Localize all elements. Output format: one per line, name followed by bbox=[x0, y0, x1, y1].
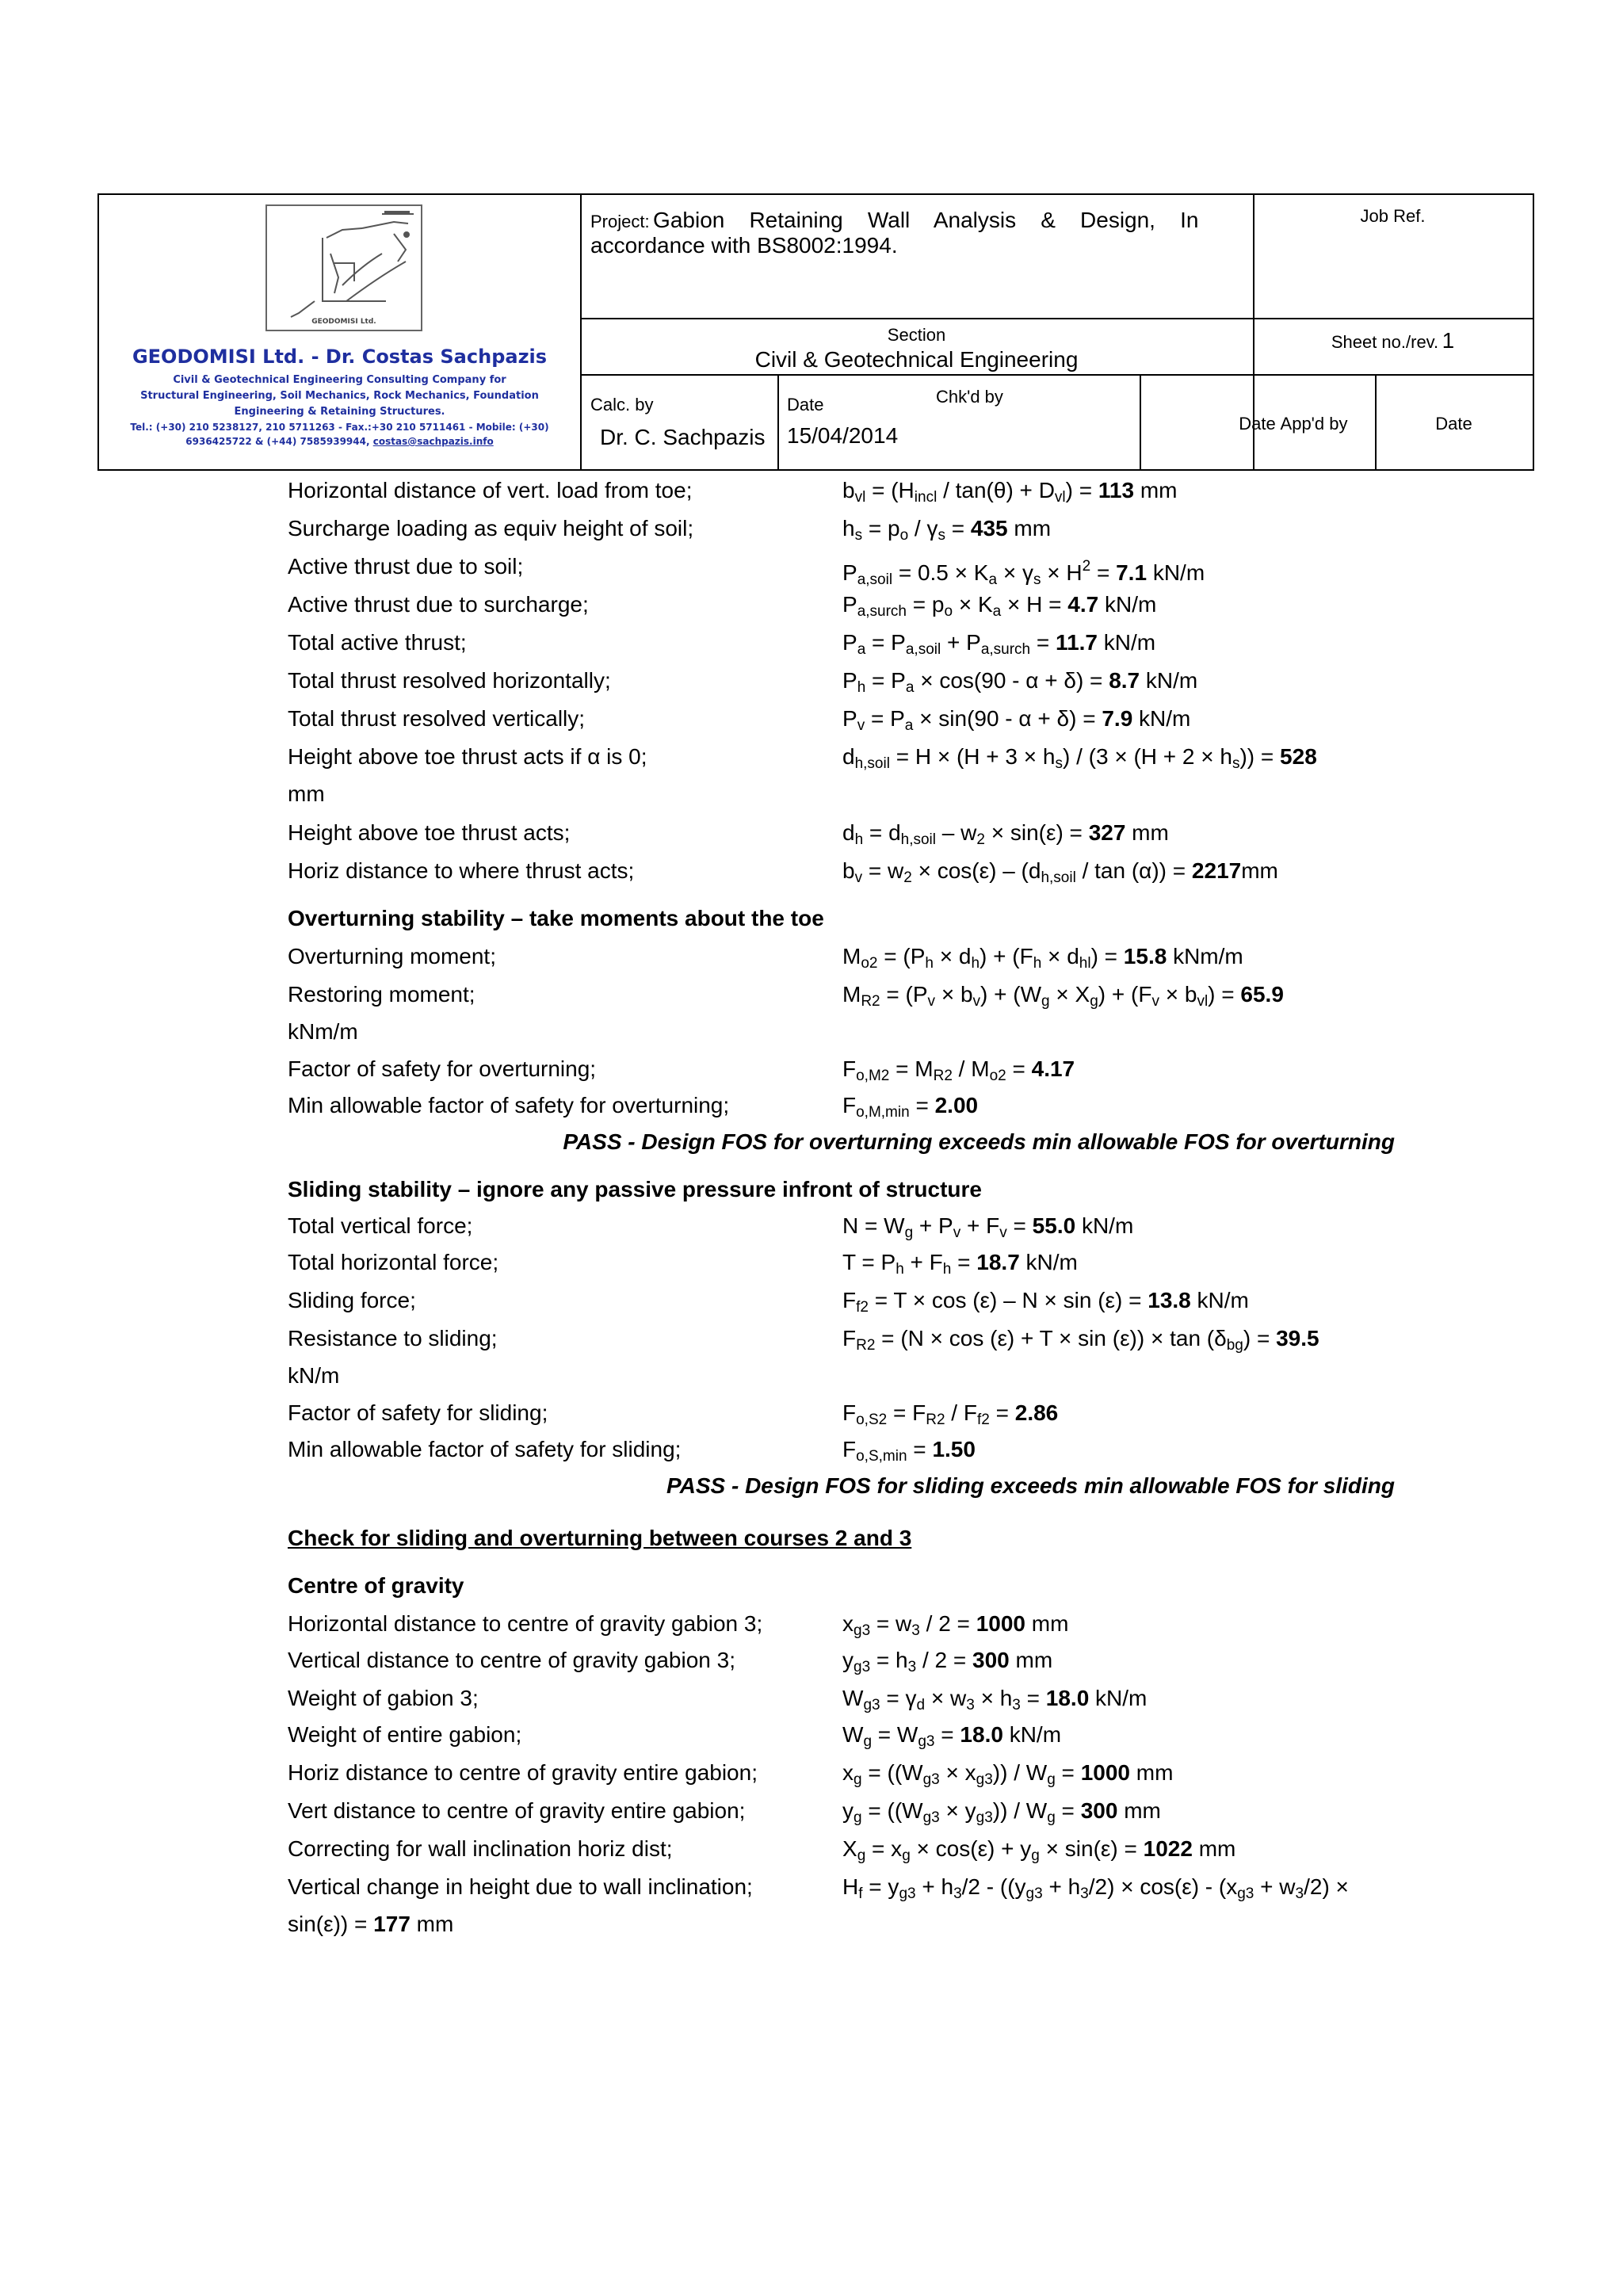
company-line: Engineering & Retaining Structures. bbox=[234, 406, 445, 418]
divider bbox=[580, 318, 1533, 319]
calc-value: 7.1 bbox=[1116, 560, 1148, 585]
calc-label: Weight of gabion 3; bbox=[288, 1686, 479, 1710]
calc-value: 113 bbox=[1098, 478, 1135, 502]
date-value: 15/04/2014 bbox=[787, 423, 899, 448]
company-contact-line bbox=[99, 436, 580, 447]
calc-by-label: Calc. by bbox=[590, 395, 654, 415]
divider bbox=[777, 374, 779, 469]
calc-value: 18.0 bbox=[960, 1722, 1003, 1747]
calc-value: 15.8 bbox=[1123, 944, 1167, 968]
calc-label: Total thrust resolved vertically; bbox=[288, 706, 586, 731]
calc-label: Vert distance to centre of gravity entire gabion; bbox=[288, 1798, 746, 1823]
calc-label: Surcharge loading as equiv height of soil; bbox=[288, 516, 694, 541]
company-phone: 6936425722 & (+44) 7585939944, bbox=[185, 436, 370, 447]
calc-formula: $y_g = ((W_{g3} \times y_{g3})) / W_g = 300$ mm bbox=[842, 1798, 1161, 1826]
section-heading-overturning: Overturning stability – take moments about the toe bbox=[288, 906, 824, 930]
project-label: Project: bbox=[590, 212, 650, 231]
calc-value: 1.50 bbox=[932, 1437, 976, 1461]
section-heading-courses: Check for sliding and overturning between courses 2 and 3 bbox=[288, 1526, 912, 1550]
company-email-link[interactable]: costas@sachpazis.info bbox=[372, 436, 494, 447]
calc-value: 18.7 bbox=[976, 1250, 1020, 1274]
calc-by-value: Dr. C. Sachpazis bbox=[600, 425, 766, 449]
sheet-label: Sheet no./rev. bbox=[1331, 332, 1439, 352]
calc-formula: $N = W_g + P_v + F_v = 55.0$ kN/m bbox=[842, 1213, 1134, 1241]
calc-label: Active thrust due to soil; bbox=[288, 554, 524, 579]
calc-label: Horiz distance to where thrust acts; bbox=[288, 858, 635, 883]
calc-value: 4.7 bbox=[1067, 592, 1099, 617]
calc-formula: $W_g = W_{g3} = 18.0$ kN/m bbox=[842, 1722, 1062, 1750]
calc-formula: $X_g = x_g \times \cos(\varepsilon) + y_g \times \sin(\varepsilon) = 1022$ mm bbox=[842, 1836, 1236, 1864]
calc-unit: kN/m bbox=[288, 1363, 340, 1388]
calc-value: 2.86 bbox=[1014, 1400, 1059, 1425]
calc-label: Total active thrust; bbox=[288, 630, 467, 655]
project-title bbox=[590, 208, 1198, 233]
calc-label: Vertical distance to centre of gravity gabion 3; bbox=[288, 1648, 735, 1672]
sheet-value: 1 bbox=[1442, 328, 1455, 353]
calc-formula: $b_v = w_2 \times \cos(\varepsilon) - (d_{h,soil} / \tan (\alpha)) = 2217mm$ bbox=[842, 858, 1278, 886]
calc-label: Total horizontal force; bbox=[288, 1250, 499, 1274]
section-label: Section bbox=[887, 325, 946, 345]
pass-result-overturning: PASS - Design FOS for overturning exceeds min allowable FOS for overturning bbox=[563, 1129, 1395, 1154]
company-line: Civil & Geotechnical Engineering Consulting Company for bbox=[173, 374, 506, 386]
calc-formula: $P_v = P_a \times \sin(90 - \alpha + \delta) = 7.9$ kN/m bbox=[842, 706, 1191, 734]
pass-result-sliding: PASS - Design FOS for sliding exceeds min allowable FOS for sliding bbox=[666, 1473, 1395, 1498]
calc-unit: kNm/m bbox=[288, 1019, 358, 1044]
calc-formula: $T = P_h + F_h = 18.7$ kN/m bbox=[842, 1250, 1078, 1278]
approved-by-label: App'd by bbox=[1280, 414, 1348, 434]
calc-value: 39.5 bbox=[1276, 1326, 1319, 1350]
calc-value: 1000 bbox=[976, 1611, 1025, 1636]
section-heading-sliding: Sliding stability – ignore any passive pressure infront of structure bbox=[288, 1177, 982, 1201]
calc-formula-continued: sin(ε)) = 177 mm bbox=[288, 1912, 454, 1936]
calc-value: 2217 bbox=[1191, 858, 1242, 883]
calc-label: Factor of safety for overturning; bbox=[288, 1056, 597, 1081]
calc-value: 1022 bbox=[1143, 1836, 1193, 1861]
project-standard: accordance with BS8002:1994. bbox=[590, 233, 898, 258]
calc-value: 327 bbox=[1088, 820, 1126, 845]
calc-unit: mm bbox=[288, 781, 325, 806]
calc-value: 177 bbox=[373, 1912, 411, 1936]
calc-formula: $F_{R2} = (N \times \cos (\varepsilon) + T \times \sin (\varepsilon)) \times \tan (\delta_{bg}) = 39.5$ bbox=[842, 1326, 1319, 1354]
calc-formula: $d_h = d_{h,soil} - w_2 \times \sin(\varepsilon) = 327$ mm bbox=[842, 820, 1169, 848]
calc-label: Horizontal distance to centre of gravity gabion 3; bbox=[288, 1611, 763, 1636]
calc-formula: $F_{o,S2} = F_{R2} / F_{f2} = 2.86$ bbox=[842, 1400, 1059, 1428]
calc-value: 18.0 bbox=[1045, 1686, 1090, 1710]
header-block bbox=[97, 193, 1534, 471]
calc-formula: $H_f = y_{g3} + h_3/2 - ((y_{g3} + h_3/2) \times \cos(\varepsilon) - (x_{g3} + w_3/2)$ × bbox=[842, 1874, 1349, 1902]
calc-formula: $P_{a,surch} = p_o \times K_a \times H = 4.7$ kN/m bbox=[842, 592, 1157, 620]
calc-formula: $P_a = P_{a,soil} + P_{a,surch} = 11.7$ kN/m bbox=[842, 630, 1156, 658]
divider bbox=[580, 374, 1533, 376]
approval-date-label: Date bbox=[1435, 414, 1472, 434]
calc-label: Horiz distance to centre of gravity entire gabion; bbox=[288, 1760, 758, 1785]
calc-label: Active thrust due to surcharge; bbox=[288, 592, 589, 617]
section-heading-centre-of-gravity: Centre of gravity bbox=[288, 1573, 464, 1598]
calc-label: Weight of entire gabion; bbox=[288, 1722, 522, 1747]
calc-label: Correcting for wall inclination horiz dist; bbox=[288, 1836, 673, 1861]
calc-formula: $M_{o2} = (P_h \times d_h) + (F_h \times d_{hl}) = 15.8$ kNm/m bbox=[842, 944, 1243, 972]
calc-label: Vertical change in height due to wall inclination; bbox=[288, 1874, 753, 1899]
sheet-number bbox=[1253, 328, 1533, 353]
company-logo bbox=[265, 204, 422, 331]
calc-formula: $y_{g3} = h_3 / 2 = 300$ mm bbox=[842, 1648, 1053, 1675]
calc-value: 8.7 bbox=[1109, 668, 1140, 693]
calc-label: Min allowable factor of safety for overturning; bbox=[288, 1093, 730, 1117]
calc-label: Restoring moment; bbox=[288, 982, 475, 1007]
company-line: Structural Engineering, Soil Mechanics, Rock Mechanics, Foundation bbox=[140, 390, 539, 402]
calc-value: 300 bbox=[972, 1648, 1010, 1672]
calc-formula: $d_{h,soil} = H \times (H + 3 \times h_s) / (3 \times (H + 2 \times h_s)) = 528$ bbox=[842, 744, 1317, 772]
calc-value: 435 bbox=[970, 516, 1008, 541]
retaining-wall-drawing-icon bbox=[267, 206, 421, 330]
calc-label: Height above toe thrust acts; bbox=[288, 820, 571, 845]
check-date-label: Date bbox=[1239, 414, 1276, 434]
project-name: Gabion Retaining Wall Analysis & Design, In bbox=[653, 208, 1199, 232]
company-name: GEODOMISI Ltd. - Dr. Costas Sachpazis bbox=[132, 346, 548, 368]
calc-value: 11.7 bbox=[1056, 630, 1098, 655]
calc-value: 7.9 bbox=[1102, 706, 1133, 731]
calc-label: Min allowable factor of safety for sliding; bbox=[288, 1437, 682, 1461]
calc-formula: $b_{vl} = (H_{incl} / \tan(\theta) + D_{vl}) = 113$ mm bbox=[842, 478, 1178, 506]
calc-value: 528 bbox=[1280, 744, 1317, 769]
calc-value: 13.8 bbox=[1148, 1288, 1191, 1312]
calc-label: Sliding force; bbox=[288, 1288, 416, 1312]
logo-caption: GEODOMISI Ltd. bbox=[311, 318, 376, 326]
calc-formula: $F_{o,M,min} = 2.00$ bbox=[842, 1093, 979, 1121]
calc-formula: $P_{a,soil} = 0.5 \times K_a \times \gamma_s \times H^2 = 7.1$ kN/m bbox=[842, 558, 1205, 588]
calc-value: 55.0 bbox=[1032, 1213, 1076, 1238]
calc-label: Horizontal distance of vert. load from toe; bbox=[288, 478, 693, 502]
calc-formula: $M_{R2} = (P_v \times b_v) + (W_g \times X_g) + (F_v \times b_{vl}) = 65.9$ bbox=[842, 982, 1284, 1010]
calc-formula: $F_{f2} = T \times \cos (\varepsilon) - N \times \sin (\varepsilon) = 13.8$ kN/m bbox=[842, 1288, 1249, 1316]
calc-formula: $P_h = P_a \times \cos(90 - \alpha + \delta) = 8.7$ kN/m bbox=[842, 668, 1198, 696]
calc-label: Overturning moment; bbox=[288, 944, 496, 968]
calc-value: 2.00 bbox=[934, 1093, 979, 1117]
calc-label: Height above toe thrust acts if α is 0; bbox=[288, 744, 647, 769]
checked-by-label: Chk'd by bbox=[936, 387, 1003, 407]
calc-formula: $x_g = ((W_{g3} \times x_{g3})) / W_g = 1000$ mm bbox=[842, 1760, 1174, 1788]
job-ref-label: Job Ref. bbox=[1360, 206, 1426, 226]
calc-label: Total thrust resolved horizontally; bbox=[288, 668, 611, 693]
date-label: Date bbox=[787, 395, 824, 415]
calc-label: Total vertical force; bbox=[288, 1213, 473, 1238]
calc-formula: $x_{g3} = w_3 / 2 = 1000$ mm bbox=[842, 1611, 1069, 1639]
calc-value: 1000 bbox=[1080, 1760, 1130, 1785]
calc-value: 4.17 bbox=[1031, 1056, 1075, 1081]
calc-value: 300 bbox=[1080, 1798, 1118, 1823]
section-value: Civil & Geotechnical Engineering bbox=[754, 347, 1079, 372]
calc-formula: $h_s = p_o / \gamma_s = 435$ mm bbox=[842, 516, 1052, 544]
calc-label: Resistance to sliding; bbox=[288, 1326, 498, 1350]
calc-formula: $F_{o,S,min} = 1.50$ bbox=[842, 1437, 976, 1465]
company-line: Tel.: (+30) 210 5238127, 210 5711263 - Fax.:+30 210 5711461 - Mobile: (+30) bbox=[130, 422, 549, 433]
calc-formula: $W_{g3} = \gamma_d \times w_3 \times h_3 = 18.0$ kN/m bbox=[842, 1686, 1148, 1713]
calc-value: 65.9 bbox=[1240, 982, 1284, 1007]
calc-formula: $F_{o,M2} = M_{R2} / M_{o2} = 4.17$ bbox=[842, 1056, 1075, 1084]
calc-label: Factor of safety for sliding; bbox=[288, 1400, 548, 1425]
